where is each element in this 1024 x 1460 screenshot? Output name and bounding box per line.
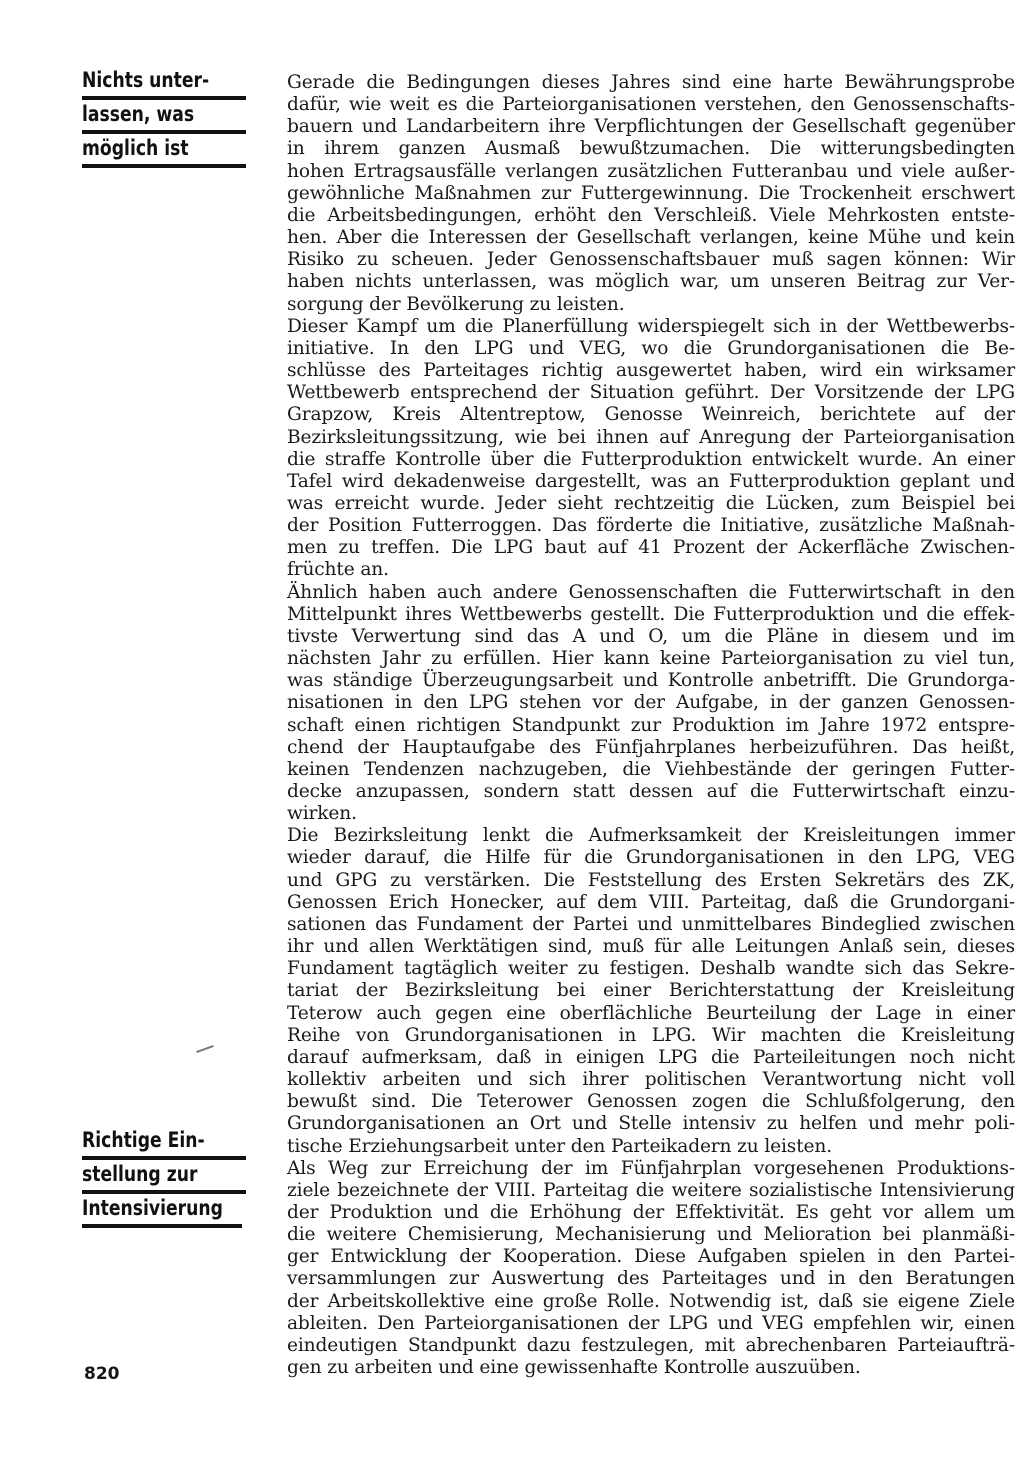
heading-line: Richtige Ein-	[82, 1126, 246, 1160]
paragraph	[287, 1158, 1015, 1380]
text-line: nisationen in den LPG stehen vor der Aufgabe, in der ganzen Genossen-	[287, 692, 1015, 714]
text-line: wirken.	[287, 803, 357, 825]
text-line: in ihrem ganzen Ausmaß bewußtzumachen. Die witterungsbedingten	[287, 138, 1015, 160]
text-line: die weitere Chemisierung, Mechanisierung und Melioration bei planmäßi-	[287, 1224, 1015, 1246]
text-line: die Arbeitsbedingungen, erhöht den Verschleiß. Viele Mehrkosten entste-	[287, 204, 1015, 226]
text-line: bauern und Landarbeitern ihre Verpflichtungen der Gesellschaft gegenüber	[287, 116, 1015, 138]
text-line: ziele bezeichnete der VIII. Parteitag die weitere sozialistische Intensivierung	[287, 1179, 1015, 1201]
heading-line: stellung zur	[82, 1160, 246, 1194]
text-line: der Produktion und die Erhöhung der Effektivität. Es geht vor allem um	[287, 1201, 1015, 1223]
text-line: der Position Futterroggen. Das förderte die Initiative, zusätzliche Maßnah-	[287, 515, 1015, 537]
text-line: eindeutigen Standpunkt dazu festzulegen, mit abrechenbaren Parteiaufträ-	[287, 1334, 1015, 1356]
text-line: nächsten Jahr zu erfüllen. Hier kann keine Parteiorganisation zu viel tun,	[287, 648, 1015, 670]
text-line: bewußt sind. Die Teterower Genossen zogen die Schlußfolgerung, den	[287, 1091, 1015, 1113]
text-line: chend der Hauptaufgabe des Fünfjahrplanes herbeizuführen. Das heißt,	[287, 736, 1015, 758]
text-line: decke anzupassen, sondern statt dessen auf die Futterwirtschaft einzu-	[287, 781, 1015, 802]
text-line: hen. Aber die Interessen der Gesellschaft verlangen, keine Mühe und kein	[287, 227, 1015, 249]
text-line: hohen Ertragsausfälle verlangen zusätzlichen Futteranbau und viele außer-	[287, 160, 1015, 182]
text-line: Grapzow, Kreis Altentreptow, Genosse Weinreich, berichtete auf der	[287, 404, 1015, 426]
paragraph	[287, 582, 1015, 826]
text-line: Gerade die Bedingungen dieses Jahres sind eine harte Bewährungsprobe	[287, 72, 1015, 93]
page-number: 820	[84, 1364, 120, 1384]
text-line: kollektiv arbeiten und sich ihrer politischen Verantwortung nicht voll	[287, 1069, 1015, 1091]
paragraph	[287, 72, 1015, 316]
text-line: darauf aufmerksam, daß in einigen LPG die Parteileitungen noch nicht	[287, 1046, 1015, 1068]
text-line: der Arbeitskollektive eine große Rolle. Notwendig ist, daß sie eigene Ziele	[287, 1290, 1015, 1312]
text-line: versammlungen zur Auswertung des Parteitages und in den Beratungen	[287, 1268, 1015, 1290]
text-line: was erreicht wurde. Jeder sieht rechtzeitig die Lücken, zum Beispiel bei	[287, 492, 1015, 514]
body-text-column	[287, 72, 1015, 1379]
text-line: Ähnlich haben auch andere Genossenschaften die Futterwirtschaft in den	[287, 581, 1015, 603]
text-line: ableiten. Den Parteiorganisationen der LPG und VEG empfehlen wir, einen	[287, 1312, 1015, 1334]
text-line: schlüsse des Parteitages richtig ausgewertet haben, wird ein wirksamer	[287, 360, 1015, 382]
paragraph	[287, 316, 1015, 582]
text-line: Als Weg zur Erreichung der im Fünfjahrplan vorgesehenen Produktions-	[287, 1157, 1015, 1179]
text-line: dafür, wie weit es die Parteiorganisationen verstehen, den Genossenschafts-	[287, 94, 1015, 116]
text-line: die straffe Kontrolle über die Futterproduktion entwickelt wurde. An einer	[287, 448, 1015, 470]
text-line: initiative. In den LPG und VEG, wo die Grundorganisationen die Be-	[287, 337, 1015, 359]
text-line: ihr und allen Werktätigen sind, muß für alle Leitungen Anlaß sein, dieses	[287, 936, 1015, 958]
heading-line: lassen, was	[82, 100, 246, 134]
text-line: schaft einen richtigen Standpunkt zur Produktion im Jahre 1972 entspre-	[287, 714, 1015, 736]
text-line: gewöhnliche Maßnahmen zur Futtergewinnung. Die Trockenheit erschwert	[287, 182, 1015, 204]
text-line: wieder darauf, die Hilfe für die Grundorganisationen in den LPG, VEG	[287, 847, 1015, 869]
text-line: Mittelpunkt ihres Wettbewerbs gestellt. Die Futterproduktion und die effek-	[287, 603, 1015, 625]
text-line: Dieser Kampf um die Planerfüllung widerspiegelt sich in der Wettbewerbs-	[287, 315, 1015, 337]
text-line: Bezirksleitungssitzung, wie bei ihnen auf Anregung der Parteiorganisation	[287, 426, 1015, 448]
text-line: früchte an.	[287, 559, 389, 581]
text-line: was ständige Überzeugungsarbeit und Kontrolle anbetrifft. Die Grundorga-	[287, 670, 1015, 692]
text-line: Teterow auch gegen eine oberflächliche Beurteilung der Lage in einer	[287, 1002, 1015, 1024]
text-line: Risiko zu scheuen. Jeder Genossenschaftsbauer muß sagen können: Wir	[287, 249, 1015, 271]
side-heading-richtige-einstellung	[82, 1126, 223, 1228]
heading-line: möglich ist	[82, 134, 246, 168]
text-line: gen zu arbeiten und eine gewissenhafte Kontrolle auszuüben.	[287, 1357, 861, 1379]
text-line: sorgung der Bevölkerung zu leisten.	[287, 293, 625, 315]
text-line: und GPG zu verstärken. Die Feststellung des Ersten Sekretärs des ZK,	[287, 869, 1015, 891]
paragraph	[287, 825, 1015, 1157]
text-line: Genossen Erich Honecker, auf dem VIII. Parteitag, daß die Grundorgani-	[287, 891, 1015, 913]
side-heading-nichts-unterlassen	[82, 66, 216, 168]
text-line: Wettbewerb entsprechend der Situation geführt. Der Vorsitzende der LPG	[287, 382, 1015, 404]
text-line: tariat der Bezirksleitung bei einer Berichterstattung der Kreisleitung	[287, 980, 1015, 1002]
text-line: keinen Tendenzen nachzugeben, die Viehbestände der geringen Futter-	[287, 758, 1015, 780]
text-line: Tafel wird dekadenweise dargestellt, was an Futterproduktion geplant und	[287, 470, 1015, 492]
text-line: Reihe von Grundorganisationen in LPG. Wir machten die Kreisleitung	[287, 1024, 1015, 1046]
text-line: haben nichts unterlassen, was möglich war, um unseren Beitrag zur Ver-	[287, 271, 1015, 293]
text-line: tische Erziehungsarbeit unter den Parteikadern zu leisten.	[287, 1135, 832, 1157]
margin-pencil-mark	[196, 1045, 214, 1053]
text-line: Fundament tagtäglich weiter zu festigen. Deshalb wandte sich das Sekre-	[287, 958, 1015, 980]
text-line: men zu treffen. Die LPG baut auf 41 Prozent der Ackerfläche Zwischen-	[287, 537, 1015, 559]
text-line: sationen das Fundament der Partei und unmittelbares Bindeglied zwischen	[287, 913, 1015, 935]
text-line: tivste Verwertung sind das A und O, um die Pläne in diesem und im	[287, 625, 1015, 647]
text-line: Grundorganisationen an Ort und Stelle intensiv zu helfen und mehr poli-	[287, 1113, 1015, 1135]
text-line: Die Bezirksleitung lenkt die Aufmerksamkeit der Kreisleitungen immer	[287, 825, 1015, 847]
heading-line: Intensivierung	[82, 1194, 242, 1228]
heading-line: Nichts unter-	[82, 66, 246, 100]
text-line: ger Entwicklung der Kooperation. Diese Aufgaben spielen in den Partei-	[287, 1246, 1015, 1268]
